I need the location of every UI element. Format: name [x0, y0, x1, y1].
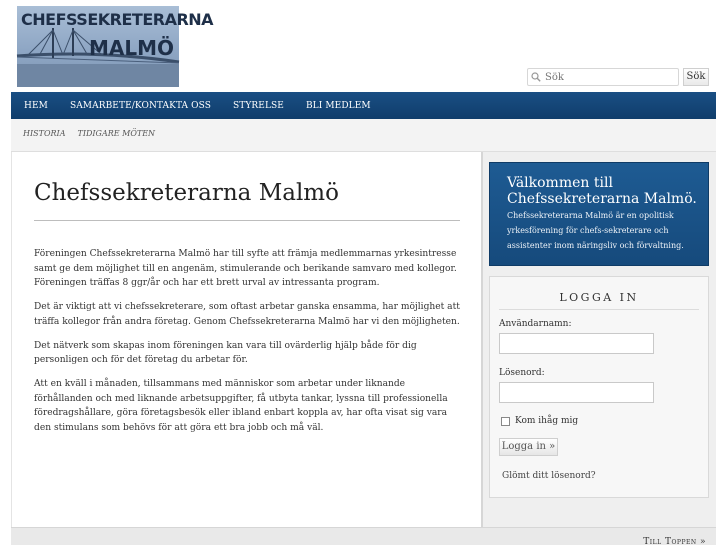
- nav-item-samarbete[interactable]: SAMARBETE/KONTAKTA OSS: [69, 100, 211, 111]
- remember-me-label[interactable]: Kom ihåg mig: [515, 416, 579, 426]
- username-label: Användarnamn:: [499, 319, 572, 329]
- nav-item-hem[interactable]: HEM: [24, 100, 48, 111]
- paragraph: Det nätverk som skapas inom föreningen kan vara till ovärderlig hjälp både för dig personligen och för det företag du arbetar för.: [34, 340, 417, 366]
- nav-item-styrelse[interactable]: STYRELSE: [232, 100, 284, 111]
- search-button[interactable]: Sök: [683, 68, 709, 86]
- logo-text-line2: MALMÖ: [89, 36, 175, 60]
- subnav-item-tidigare-moten[interactable]: TIDIGARE MÖTEN: [77, 128, 156, 138]
- login-title: LOGGA IN: [559, 291, 639, 304]
- paragraph: Det är viktigt att vi chefssekreterare, som oftast arbetar ganska ensamma, har möjlighet att träffa kollegor från andra företag. Genom Chefssekreterarna Malmö har vi den möjligheten.: [34, 302, 460, 327]
- password-label: Lösenord:: [499, 368, 545, 378]
- forgot-password-link[interactable]: Glömt ditt lösenord?: [502, 471, 596, 481]
- welcome-text: Chefssekreterarna Malmö är en opolitisk yrkesförening för chefs-sekreterare och assistenter inom näringsliv och förvaltning.: [507, 211, 684, 250]
- search-input[interactable]: [527, 68, 679, 86]
- main-nav: [11, 92, 716, 119]
- welcome-box: [489, 162, 709, 266]
- login-divider: [499, 309, 699, 310]
- back-to-top-link[interactable]: Till Toppen »: [643, 537, 706, 547]
- remember-me-checkbox[interactable]: [501, 417, 510, 426]
- subnav-item-historia[interactable]: HISTORIA: [23, 128, 66, 138]
- nav-item-bli-medlem[interactable]: BLI MEDLEM: [305, 100, 371, 111]
- page-title: Chefssekreterarna Malmö: [34, 180, 339, 206]
- login-button[interactable]: Logga in »: [499, 438, 558, 456]
- intro-text: [34, 247, 462, 445]
- paragraph: Föreningen Chefssekreterarna Malmö har till syfte att främja medlemmarnas yrkesintresse samt ge dem möjlighet till en angenäm, stimulerande och berikande samvaro med kollegor. Föreningen träffas 8 ggr/år och har ett brett urval av intressanta program.: [34, 249, 457, 289]
- footer: [11, 527, 716, 545]
- paragraph: Att en kväll i månaden, tillsammans med människor som arbetar under liknande förhållanden och med liknande arbetsuppgifter, få utbyta tankar, lyssna till professionella föredragshållare, göra företagsbesök eller ibland enbart koppla av, har ofta visat sig vara den stimulans som behövs för att göra ett bra jobb och må väl.: [34, 378, 448, 434]
- login-box: [489, 276, 709, 498]
- password-input[interactable]: [499, 382, 654, 403]
- search-icon: [531, 72, 541, 82]
- username-input[interactable]: [499, 333, 654, 354]
- site-logo[interactable]: [17, 6, 214, 87]
- title-divider: [34, 220, 460, 221]
- welcome-title: Välkommen till Chefssekreterarna Malmö.: [507, 175, 697, 207]
- logo-text-line1: CHEFSSEKRETERARNA: [21, 10, 214, 29]
- main-content: [11, 152, 481, 527]
- sub-nav: [11, 119, 716, 152]
